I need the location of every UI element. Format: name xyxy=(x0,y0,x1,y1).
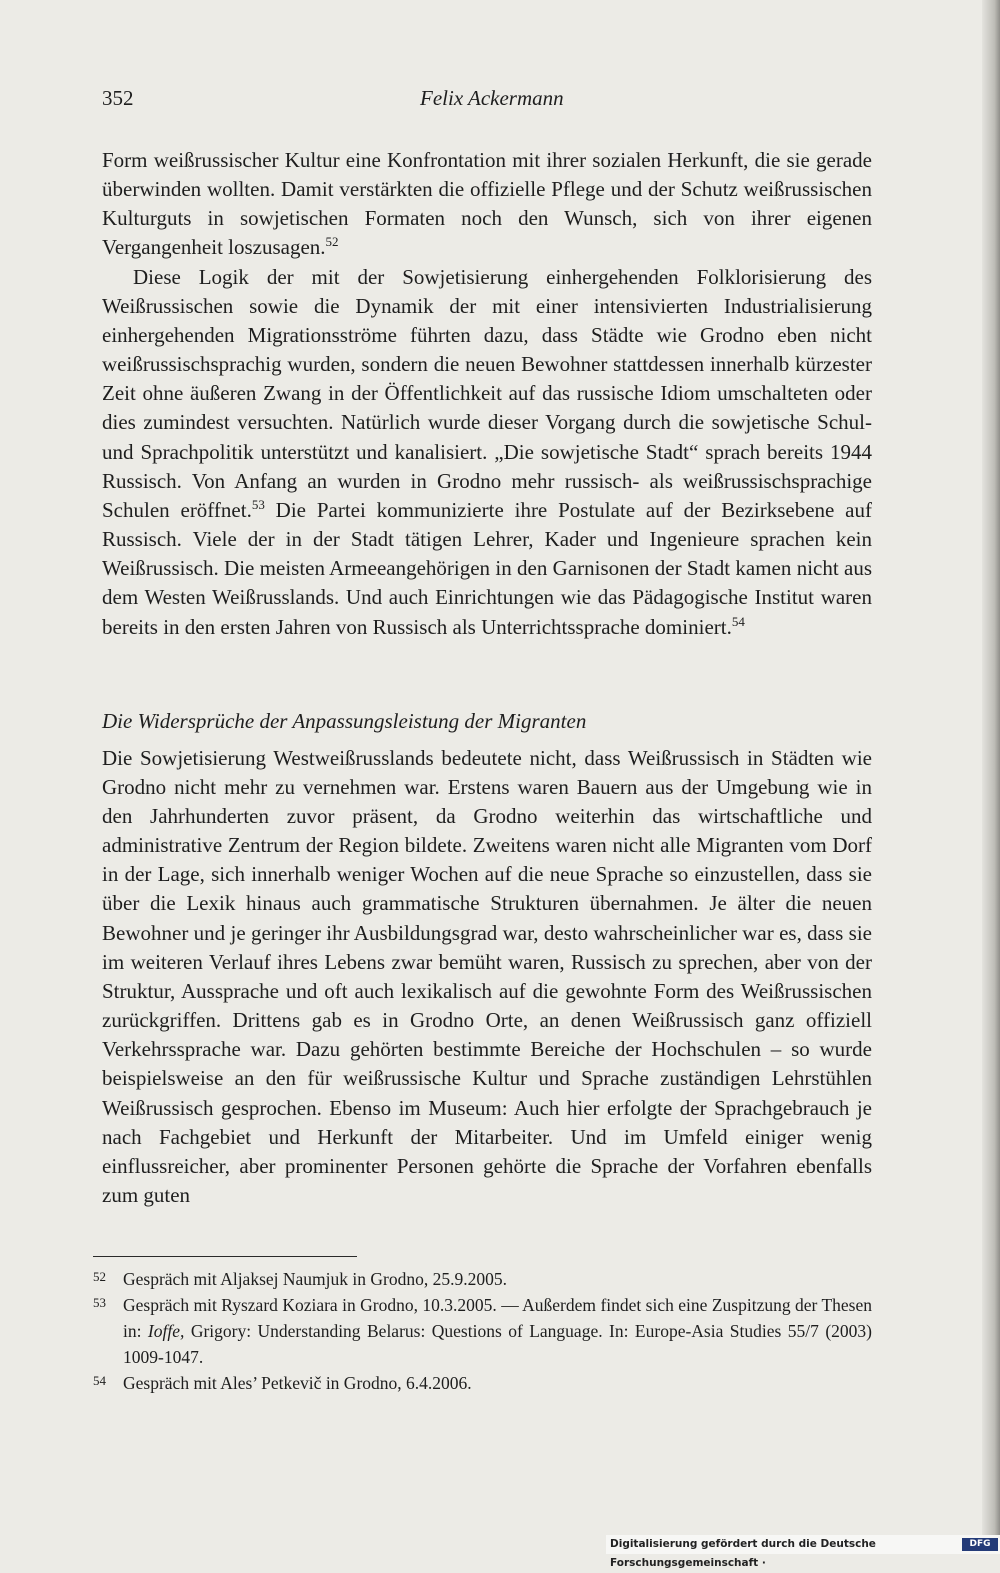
section-heading: Die Widersprüche der Anpassungsleistung der Migranten xyxy=(102,708,587,733)
footnote-text: Gespräch mit Ales’ Petkevič in Grodno, 6.4.2006. xyxy=(123,1373,472,1393)
page-number: 352 xyxy=(102,86,134,110)
footnote-53 xyxy=(93,1292,872,1370)
paragraph-2-text-a: Diese Logik der mit der Sowjetisierung einhergehenden Folklorisierung des Weißrussischen sowie die Dynamik der mit einer intensivierten Industrialisierung einhergehenden Migrationsströme führten dazu, dass Städte wie Grodno eben nicht weißrussischsprachig wurden, sondern die neuen Bewohner stattdessen innerhalb kürzester Zeit ohne äußeren Zwang in der Öffentlichkeit auf das russische Idiom umschalteten oder dies zumindest versuchten. Natürlich wurde dieser Vorgang durch die sowjetische Schul- und Sprachpolitik unterstützt und kanalisiert. „Die sowjetische Stadt“ sprach bereits 1944 Russisch. Von Anfang an wurden in Grodno mehr russisch- als weißrussischsprachige Schulen eröffnet. xyxy=(102,264,872,522)
paragraph-3: Die Sowjetisierung Westweißrusslands bedeutete nicht, dass Weißrussisch in Städten wie Grodno nicht mehr zu vernehmen war. Erstens waren Bauern aus der Umgebung wie in den Jahrhunderten zuvor präsent, da Grodno weiterhin das wirtschaftliche und administrative Zentrum der Region bildete. Zweitens waren nicht alle Migranten vom Dorf in der Lage, sich innerhalb weniger Wochen auf die neue Sprache so einzustellen, dass sie über die Lexik hinaus auch grammatische Strukturen übernahmen. Je älter die neuen Bewohner und je geringer ihr Ausbildungsgrad war, desto wahrscheinlicher war es, dass sie im weiteren Verlauf ihres Lebens zwar bemüht waren, Russisch zu sprechen, aber von der Struktur, Aussprache und oft auch lexikalisch auf die gewohnte Form des Weißrussischen zurückgriffen. Drittens gab es in Grodno Orte, an denen Weißrussisch ganz offiziell Verkehrssprache war. Dazu gehörten bestimmte Bereiche der Hochschulen – so wurde beispielsweise an den für weißrussische Kultur und Sprache zuständigen Lehrstühlen Weißrussisch gesprochen. Ebenso im Museum: Auch hier erfolgte der Sprachgebrauch je nach Fachgebiet und Herkunft der Mitarbeiter. Und im Umfeld einiger wenig einflussreicher, aber prominenter Personen gehörte die Sprache der Vorfahren ebenfalls zum guten xyxy=(102,745,872,1207)
footnote-text: Gespräch mit Ryszard Koziara in Grodno, 10.3.2005. — Außerdem findet sich eine Zuspitzung der Thesen in: xyxy=(123,1295,872,1341)
footnote-ref-54[interactable]: 54 xyxy=(731,613,745,629)
dfg-logo-icon: DFG xyxy=(962,1538,998,1551)
running-head: Felix Ackermann xyxy=(420,86,564,110)
footnote-author: Ioffe, xyxy=(147,1321,185,1341)
footnote-number: 54 xyxy=(93,1373,106,1388)
paragraph-2 xyxy=(102,263,872,642)
footnote-54 xyxy=(93,1370,872,1396)
digitization-credit: Digitalisierung gefördert durch die Deutsche Forschungsgemeinschaft · xyxy=(610,1538,876,1569)
footnote-number: 53 xyxy=(93,1295,106,1310)
paragraph-2-text-b: Die Partei kommunizierte ihre Postulate auf der Bezirksebene auf Russisch. Viele der in der Stadt tätigen Lehrer, Kader und Ingenieure sprachen kein Weißrussisch. Die meisten Armeeangehörigen in den Garnisonen der Stadt kamen nicht aus dem Westen Weißrusslands. Und auch Einrichtungen wie das Pädagogische Institut waren bereits in den ersten Jahren von Russisch als Unterrichtssprache dominiert. xyxy=(102,497,872,639)
footnote-52 xyxy=(93,1266,872,1292)
footnote-text: Grigory: Understanding Belarus: Questions of Language. In: Europe-Asia Studies 55/7 (2003) 1009-1047. xyxy=(123,1321,872,1367)
page-header xyxy=(102,86,872,116)
paragraph-1 xyxy=(102,146,872,263)
footnote-separator xyxy=(93,1256,357,1257)
footnote-ref-53[interactable]: 53 xyxy=(251,496,265,512)
footnotes xyxy=(93,1266,872,1396)
body-text xyxy=(102,146,872,1210)
paragraph-1-text: Form weißrussischer Kultur eine Konfrontation mit ihrer sozialen Herkunft, die sie gerade überwinden wollten. Damit verstärkten die offizielle Pflege und der Schutz weißrussischen Kulturguts in sowjetischen Formaten noch den Wunsch, sich von ihrer eigenen Vergangenheit loszusagen. xyxy=(102,148,872,260)
footnote-text: Gespräch mit Aljaksej Naumjuk in Grodno, 25.9.2005. xyxy=(123,1269,507,1289)
page-edge xyxy=(982,0,1000,1554)
footnote-number: 52 xyxy=(93,1269,106,1284)
digitization-credit-bar xyxy=(606,1535,1000,1569)
footnote-ref-52[interactable]: 52 xyxy=(325,234,339,250)
